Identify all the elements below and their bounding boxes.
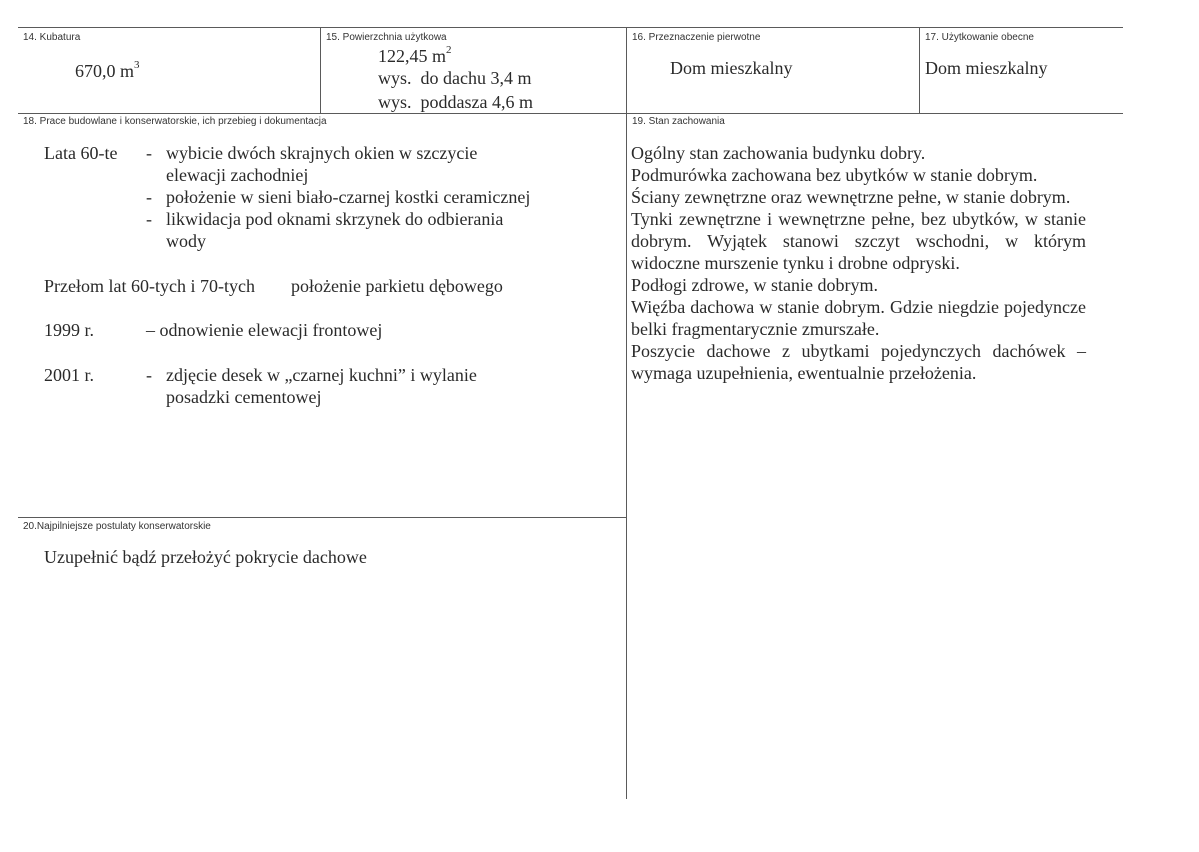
stan-text [631, 142, 1086, 384]
prace-item: likwidacja pod oknami skrzynek do odbierania [166, 209, 504, 229]
kubatura-label: 14. Kubatura [23, 32, 81, 43]
stan-paragraph: Więźba dachowa w stanie dobrym. Gdzie niegdzie pojedyncze belki fragmentarycznie zmurszałe. [631, 297, 1086, 339]
kubatura-value: 670,0 $m^3$ [75, 59, 140, 81]
stan-paragraph: Ściany zewnętrzne oraz wewnętrzne pełne, w stanie dobrym. [631, 187, 1071, 207]
row-divider [18, 113, 1123, 114]
postulaty-text: Uzupełnić bądź przełożyć pokrycie dachowe [44, 547, 367, 567]
prace-dash: - [146, 209, 152, 229]
powierzchnia-value: 122,45 $m^2$ [378, 44, 452, 66]
wysokosc-poddasze: wys. poddasza 4,6 m [378, 92, 533, 112]
prace-dash: - [146, 365, 152, 385]
powierzchnia-label: 15. Powierzchnia użytkowa [326, 32, 447, 43]
prace-item: – odnowienie elewacji frontowej [146, 320, 383, 340]
prace-item-cont: posadzki cementowej [166, 387, 322, 407]
prace-label: 18. Prace budowlane i konserwatorskie, ich przebieg i dokumentacja [23, 116, 327, 127]
top-border [18, 27, 1123, 28]
col-divider-main [626, 27, 627, 799]
prace-item: zdjęcie desek w „czarnej kuchni” i wylanie [166, 365, 477, 385]
col-divider-3 [919, 27, 920, 113]
prace-period: Przełom lat 60-tych i 70-tych [44, 276, 255, 296]
stan-paragraph: Podmurówka zachowana bez ubytków w stanie dobrym. [631, 165, 1038, 185]
postulaty-label: 20.Najpilniejsze postulaty konserwatorskie [23, 521, 211, 532]
prace-period: 1999 r. [44, 320, 95, 340]
prace-item-cont: wody [166, 231, 206, 251]
prace-item: wybicie dwóch skrajnych okien w szczycie [166, 143, 478, 163]
stan-paragraph: Tynki zewnętrzne i wewnętrzne pełne, bez ubytków, w stanie dobrym. Wyjątek stanowi szczyt wschodni, w którym widoczne murszenie tynku i drobne odpryski. [631, 209, 1086, 273]
prace-dash: - [146, 187, 152, 207]
prace-period: 2001 r. [44, 365, 95, 385]
stan-label: 19. Stan zachowania [632, 116, 725, 127]
uzytkowanie-label: 17. Użytkowanie obecne [925, 32, 1034, 43]
col-divider-1 [320, 27, 321, 113]
postulaty-divider [18, 517, 627, 518]
wysokosc-dach: wys. do dachu 3,4 m [378, 68, 532, 88]
uzytkowanie-value: Dom mieszkalny [925, 58, 1048, 78]
prace-item-cont: elewacji zachodniej [166, 165, 309, 185]
stan-paragraph: Ogólny stan zachowania budynku dobry. [631, 143, 926, 163]
prace-dash: - [146, 143, 152, 163]
przeznaczenie-label: 16. Przeznaczenie pierwotne [632, 32, 761, 43]
przeznaczenie-value: Dom mieszkalny [670, 58, 793, 78]
stan-paragraph: Podłogi zdrowe, w stanie dobrym. [631, 275, 878, 295]
prace-item: położenie w sieni biało-czarnej kostki ceramicznej [166, 187, 531, 207]
stan-paragraph: Poszycie dachowe z ubytkami pojedynczych dachówek – wymaga uzupełnienia, ewentualnie przełożenia. [631, 341, 1086, 383]
prace-item: położenie parkietu dębowego [291, 276, 503, 296]
prace-period: Lata 60-te [44, 143, 118, 163]
